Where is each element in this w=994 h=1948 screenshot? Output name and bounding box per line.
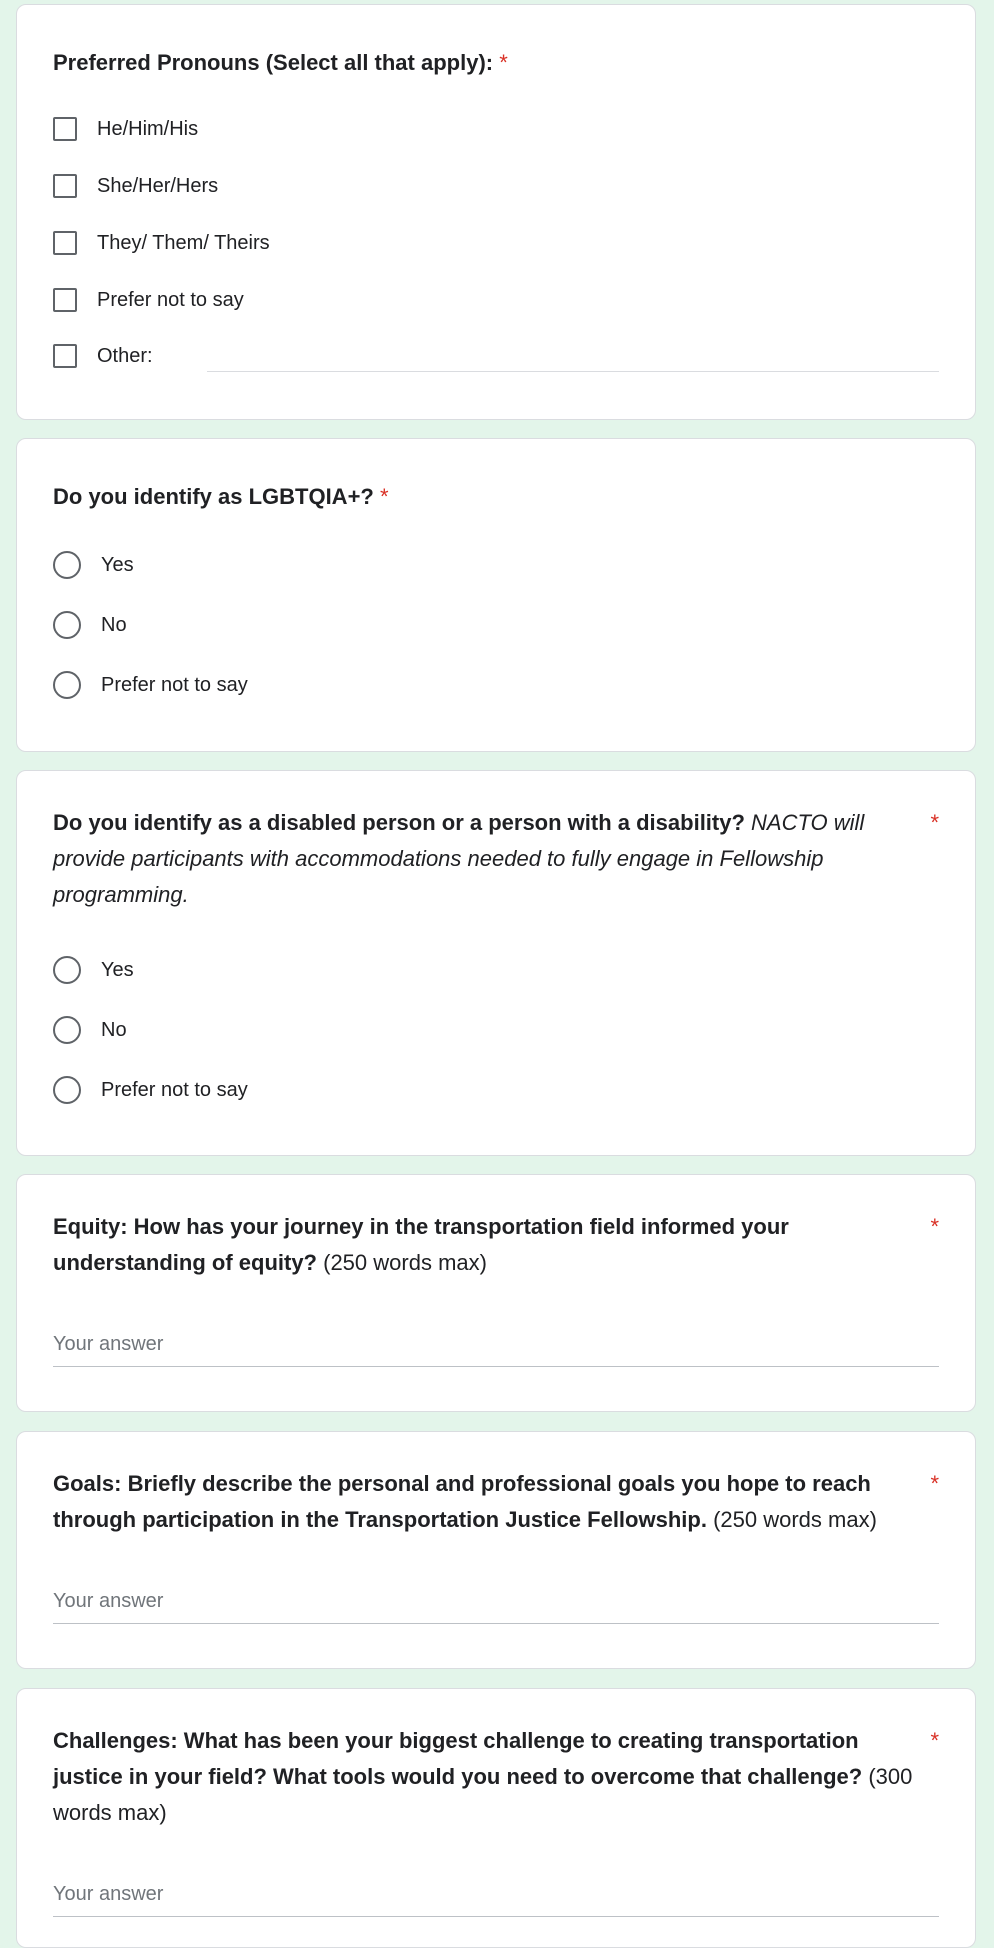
checkbox[interactable]: [53, 288, 77, 312]
goals-card: [16, 1431, 976, 1669]
checkbox[interactable]: [53, 174, 77, 198]
disability-question-title: [53, 805, 913, 913]
lgbtqia-card: [16, 438, 976, 752]
radio-button[interactable]: [53, 671, 81, 699]
radio-button[interactable]: [53, 956, 81, 984]
disability-card: [16, 770, 976, 1156]
question-text: Do you identify as LGBTQIA+?: [53, 484, 374, 509]
required-asterisk: *: [930, 1214, 939, 1239]
question-text: Goals: Briefly describe the personal and professional goals you hope to reach through participation in the Transportation Justice Fellowship.: [53, 1471, 871, 1532]
question-text: Equity: How has your journey in the transportation field informed your understanding of equity?: [53, 1214, 789, 1275]
lgbtqia-option-prefer-not[interactable]: [53, 669, 248, 701]
challenges-card: [16, 1688, 976, 1948]
disability-option-prefer-not[interactable]: [53, 1074, 248, 1106]
required-asterisk: *: [930, 1728, 939, 1753]
required-asterisk: *: [379, 484, 389, 509]
disability-option-yes[interactable]: [53, 954, 134, 986]
option-label: Other:: [97, 344, 153, 367]
option-label: Yes: [101, 553, 134, 576]
lgbtqia-question-title: [53, 479, 389, 515]
goals-answer-input[interactable]: [53, 1580, 939, 1624]
challenges-question-title: [53, 1723, 913, 1831]
other-text-input[interactable]: [207, 371, 939, 372]
required-asterisk: *: [930, 810, 939, 835]
goals-question-title: [53, 1466, 923, 1538]
answer-placeholder: Your answer: [53, 1883, 164, 1905]
pronoun-option-other[interactable]: [53, 340, 153, 372]
required-asterisk: *: [499, 50, 508, 75]
checkbox[interactable]: [53, 117, 77, 141]
question-text: Do you identify as a disabled person or a person with a disability?: [53, 810, 745, 835]
option-label: Yes: [101, 958, 134, 981]
option-label: Prefer not to say: [97, 288, 244, 311]
pronouns-question-title: [53, 45, 508, 81]
pronoun-option-they[interactable]: [53, 227, 270, 259]
option-label: Prefer not to say: [101, 1078, 248, 1101]
equity-answer-input[interactable]: [53, 1323, 939, 1367]
word-limit: (250 words max): [713, 1507, 877, 1532]
radio-button[interactable]: [53, 551, 81, 579]
option-label: Prefer not to say: [101, 673, 248, 696]
required-asterisk: *: [930, 1471, 939, 1496]
option-label: She/Her/Hers: [97, 174, 219, 197]
lgbtqia-option-no[interactable]: [53, 609, 127, 641]
option-label: He/Him/His: [97, 117, 199, 140]
word-limit: (300 words max): [53, 1764, 913, 1825]
radio-button[interactable]: [53, 1076, 81, 1104]
answer-placeholder: Your answer: [53, 1590, 164, 1612]
pronouns-card: [16, 4, 976, 420]
checkbox[interactable]: [53, 231, 77, 255]
option-label: No: [101, 613, 127, 636]
question-description: NACTO will provide participants with accommodations needed to fully engage in Fellowship programming.: [53, 810, 865, 907]
radio-button[interactable]: [53, 611, 81, 639]
challenges-answer-input[interactable]: [53, 1873, 939, 1917]
lgbtqia-option-yes[interactable]: [53, 549, 134, 581]
equity-card: [16, 1174, 976, 1412]
pronoun-option-he[interactable]: [53, 113, 198, 145]
checkbox[interactable]: [53, 344, 77, 368]
pronoun-option-prefer-not[interactable]: [53, 284, 244, 316]
question-text: Preferred Pronouns (Select all that apply):: [53, 50, 494, 75]
option-label: They/ Them/ Theirs: [97, 231, 270, 254]
word-limit: (250 words max): [323, 1250, 487, 1275]
radio-button[interactable]: [53, 1016, 81, 1044]
question-text: Challenges: What has been your biggest challenge to creating transportation justice in your field? What tools would you need to overcome that challenge?: [53, 1728, 863, 1789]
option-label: No: [101, 1018, 127, 1041]
disability-option-no[interactable]: [53, 1014, 127, 1046]
equity-question-title: [53, 1209, 893, 1281]
pronoun-option-she[interactable]: [53, 170, 218, 202]
answer-placeholder: Your answer: [53, 1333, 164, 1355]
